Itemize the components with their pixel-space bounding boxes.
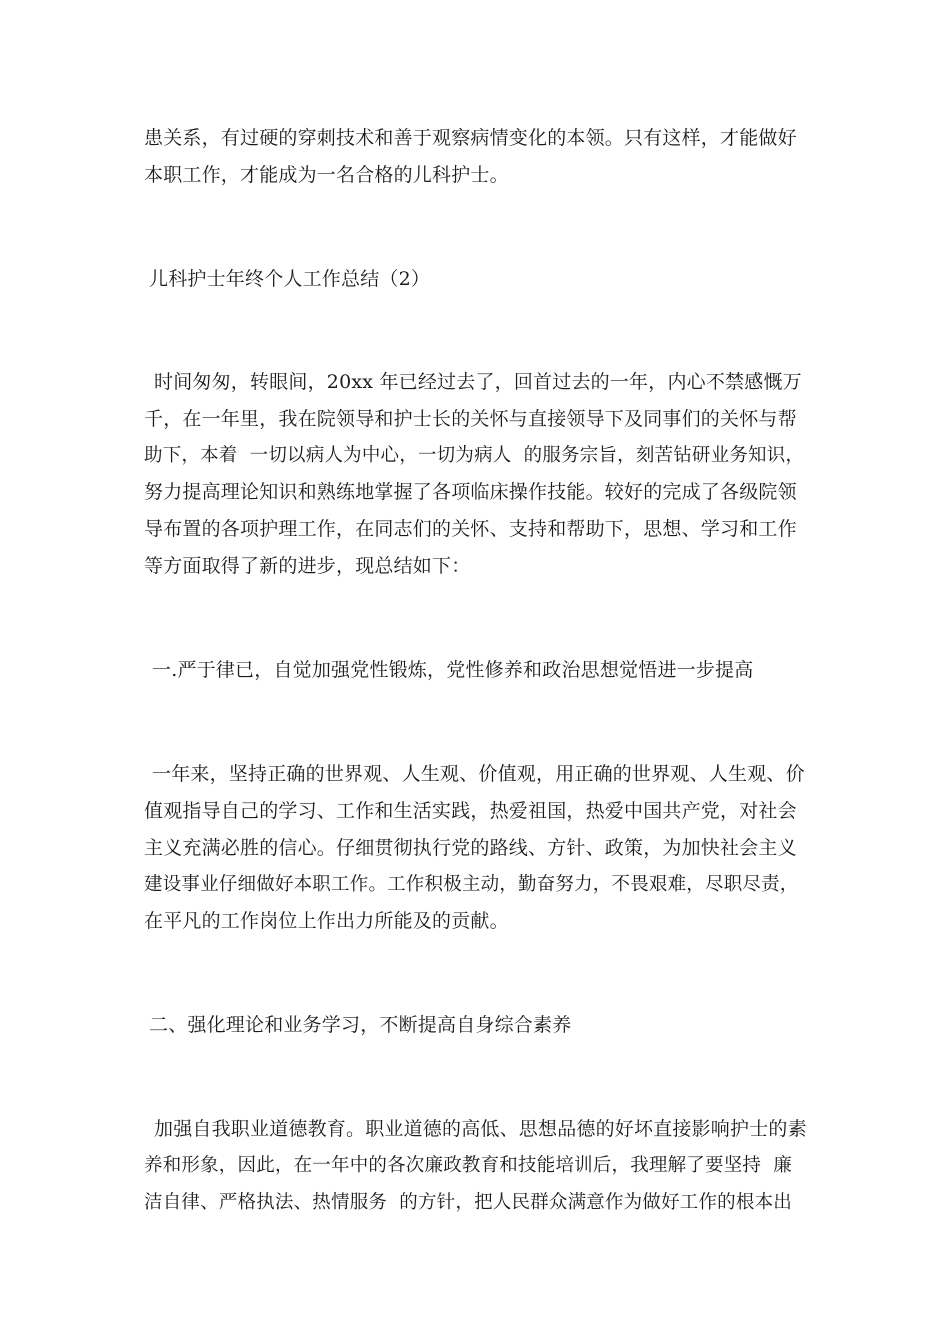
section-heading: 一.严于律已，自觉加强党性锻炼，党性修养和政治思想觉悟进一步提高 <box>152 659 754 681</box>
paragraph-line: 等方面取得了新的进步，现总结如下： <box>144 555 471 577</box>
paragraph-line: 养和形象，因此，在一年中的各次廉政教育和技能培训后，我理解了要坚持 廉 <box>144 1155 792 1176</box>
paragraph-line: 助下，本着 一切以病人为中心，一切为病人 的服务宗旨，刻苦钻研业务知识， <box>144 445 805 466</box>
paragraph-line: 洁自律、严格执法、热情服务 的方针，把人民群众满意作为做好工作的根本出 <box>144 1192 792 1213</box>
paragraph-line: 值观指导自己的学习、工作和生活实践，热爱祖国，热爱中国共产党，对社会 <box>144 800 797 822</box>
paragraph-line: 导布置的各项护理工作，在同志们的关怀、支持和帮助下，思想、学习和工作 <box>144 518 797 540</box>
paragraph-line: 建设事业仔细做好本职工作。工作积极主动，勤奋努力，不畏艰难，尽职尽责， <box>144 874 799 895</box>
section-heading: 二、强化理论和业务学习，不断提高自身综合素养 <box>149 1014 572 1036</box>
paragraph-line: 一年来，坚持正确的世界观、人生观、价值观，用正确的世界观、人生观、价 <box>152 763 805 785</box>
paragraph-line: 患关系，有过硬的穿刺技术和善于观察病情变化的本领。只有这样，才能做好 <box>144 127 797 149</box>
paragraph-line: 主义充满必胜的信心。仔细贯彻执行党的路线、方针、政策，为加快社会主义 <box>144 837 797 859</box>
paragraph-line: 时间匆匆，转眼间，20xx 年已经过去了，回首过去的一年，内心不禁感慨万 <box>154 371 802 393</box>
paragraph-line: 加强自我职业道德教育。职业道德的高低、思想品德的好坏直接影响护士的素 <box>154 1118 807 1140</box>
paragraph-line: 本职工作，才能成为一名合格的儿科护士。 <box>144 164 509 186</box>
paragraph-line: 努力提高理论知识和熟练地掌握了各项临床操作技能。较好的完成了各级院领 <box>144 481 797 503</box>
paragraph-line: 千，在一年里，我在院领导和护士长的关怀与直接领导下及同事们的关怀与帮 <box>144 408 797 430</box>
section-heading: 儿科护士年终个人工作总结（2） <box>149 268 431 290</box>
paragraph-line: 在平凡的工作岗位上作出力所能及的贡献。 <box>144 910 509 932</box>
